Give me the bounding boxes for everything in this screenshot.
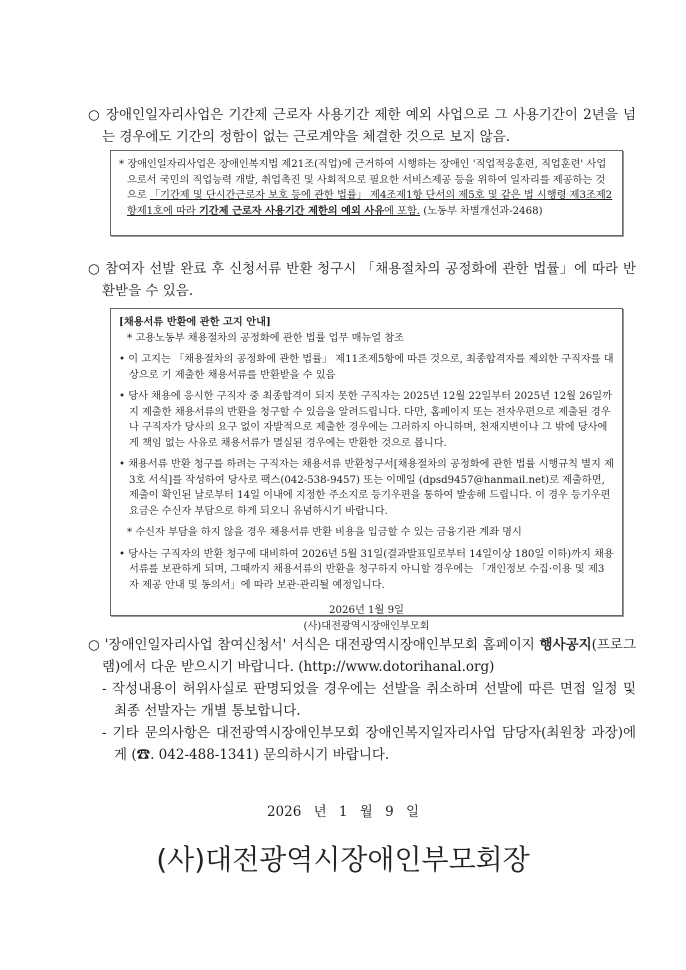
bullet-marker: ○ <box>88 637 101 653</box>
notice-note: * 수신자 부담을 하지 않을 경우 채용서류 반환 비용을 입금할 수 있는 금융기관 계좌 명시 <box>127 527 522 538</box>
notice-bullet: • 이 고지는 「채용절차의 공정화에 관한 법률」 제11조제5항에 따른 것으로, 최종합격자를 제외한 구직자를 대상으로 기 제출한 채용서류를 반환받을 수 있음 <box>119 354 614 381</box>
note-reference: (노동부 차별개선과-2468) <box>420 205 543 217</box>
section-application-form <box>88 634 636 766</box>
note-underlined-end: 에 포함. <box>384 205 421 217</box>
notice-organization: (사)대전광역시장애인부모회 <box>303 620 430 632</box>
section-text: '장애인일자리사업 참여신청서' 서식은 대전광역시장애인부모회 홈페이지 <box>104 637 540 653</box>
notice-heading: [채용서류 반환에 관한 고지 안내] <box>119 316 271 328</box>
notice-date: 2026년 1월 9일 <box>329 605 404 616</box>
section-emphasis: 행사공지 <box>539 637 592 653</box>
note-emphasis-text: 기간제 근로자 사용기간 제한의 예외 사유 <box>199 204 385 217</box>
document-date: 2026 년 1 월 9 일 <box>266 804 420 820</box>
dash-item: - 작성내용이 허위사실로 판명되었을 경우에는 선발을 취소하며 선발에 따른 면접 일정 및 최종 선발자는 개별 통보합니다. <box>102 681 636 719</box>
dash-item: - 기타 문의사항은 대전광역시장애인부모회 장애인복지일자리사업 담당자(최원창 과장)에게 (☎. 042-488-1341) 문의하시기 바랍니다. <box>102 725 636 763</box>
notice-bullet: • 채용서류 반환 청구를 하려는 구직자는 채용서류 반환청구서[채용절차의 공정화에 관한 법률 시행규칙 별지 제3호 서식]를 작성하여 당사로 팩스(042-538-9457) 또는 이메일 (dpsd9457@hanmail.net)로 제출하면, 제출이 확인된 날로부터 14일 이내에 지정한 주소지로 등기우편을 통하여 발송해 드립니다. 이 경우 등기우편요금은 수신자 부담으로 하게 되오니 유념하시기 바랍니다. <box>119 459 614 517</box>
note-text: * 장애인일자리사업은 장애인복지법 제21조(직업)에 근거하여 시행하는 장애인 '직업적응훈련, 직업훈련' 사업으로서 국민의 직업능력 개발, 취업촉진 및 사회적으로 필요한 서비스제공 등을 위하여 일자리를 제공하는 것으로 <box>119 159 607 201</box>
issuer-title: (사)대전광역시장애인부모회장 <box>156 843 530 876</box>
section-text: 장애인일자리사업은 기간제 근로자 사용기간 제한 예외 사업으로 그 사용기간이 2년을 넘는 경우에도 기간의 정함이 없는 근로계약을 체결한 것으로 보지 않음. <box>102 107 636 145</box>
note-underlined-text: 「기간제 및 단시간근로자 보호 등에 관한 법률」 제4조제1항 단서의 제5호 및 같은 법 시행령 제3조제2항제1호에 따라 <box>127 190 613 217</box>
notice-bullet: • 당사 채용에 응시한 구직자 중 최종합격이 되지 못한 구직자는 2025년 12월 22일부터 2025년 12월 26일까지 제출한 채용서류의 반환을 청구할 수 있음을 알려드립니다. 다만, 홈페이지 또는 전자우편으로 제출된 경우나 구직자가 당사의 요구 없이 자발적으로 제출한 경우에는 그러하지 아니하며, 천재지변이나 그 밖에 당사에게 책임 없는 사유로 채용서류가 멸실된 경우에는 반환한 것으로 봅니다. <box>119 391 612 449</box>
notice-note: * 고용노동부 채용절차의 공정화에 관한 법률 업무 매뉴얼 참조 <box>127 332 405 344</box>
bullet-marker: ○ <box>88 261 101 277</box>
bullet-marker: ○ <box>88 107 101 123</box>
section-employment-term <box>88 104 636 148</box>
document-return-notice-box <box>110 308 623 632</box>
notice-bullet: • 당사는 구직자의 반환 청구에 대비하여 2026년 5월 31일(결과발표일로부터 14일이상 180일 이하)까지 채용서류를 보관하게 되며, 그때까지 채용서류의 반환을 청구하지 아니할 경우에는 「개인정보 수집·이용 및 제3자 제공 안내 및 동의서」에 따라 보관·관리될 예정입니다. <box>119 548 614 591</box>
section-text: 참여자 선발 완료 후 신청서류 반환 청구시 「채용절차의 공정화에 관한 법률」에 따라 반환받을 수 있음. <box>102 261 637 299</box>
legal-basis-note-box <box>110 150 623 236</box>
section-document-return <box>88 258 636 302</box>
section-text-url: (프로그램)에서 다운 받으시기 바랍니다. (http://www.dotorihanal.org) <box>102 637 637 675</box>
